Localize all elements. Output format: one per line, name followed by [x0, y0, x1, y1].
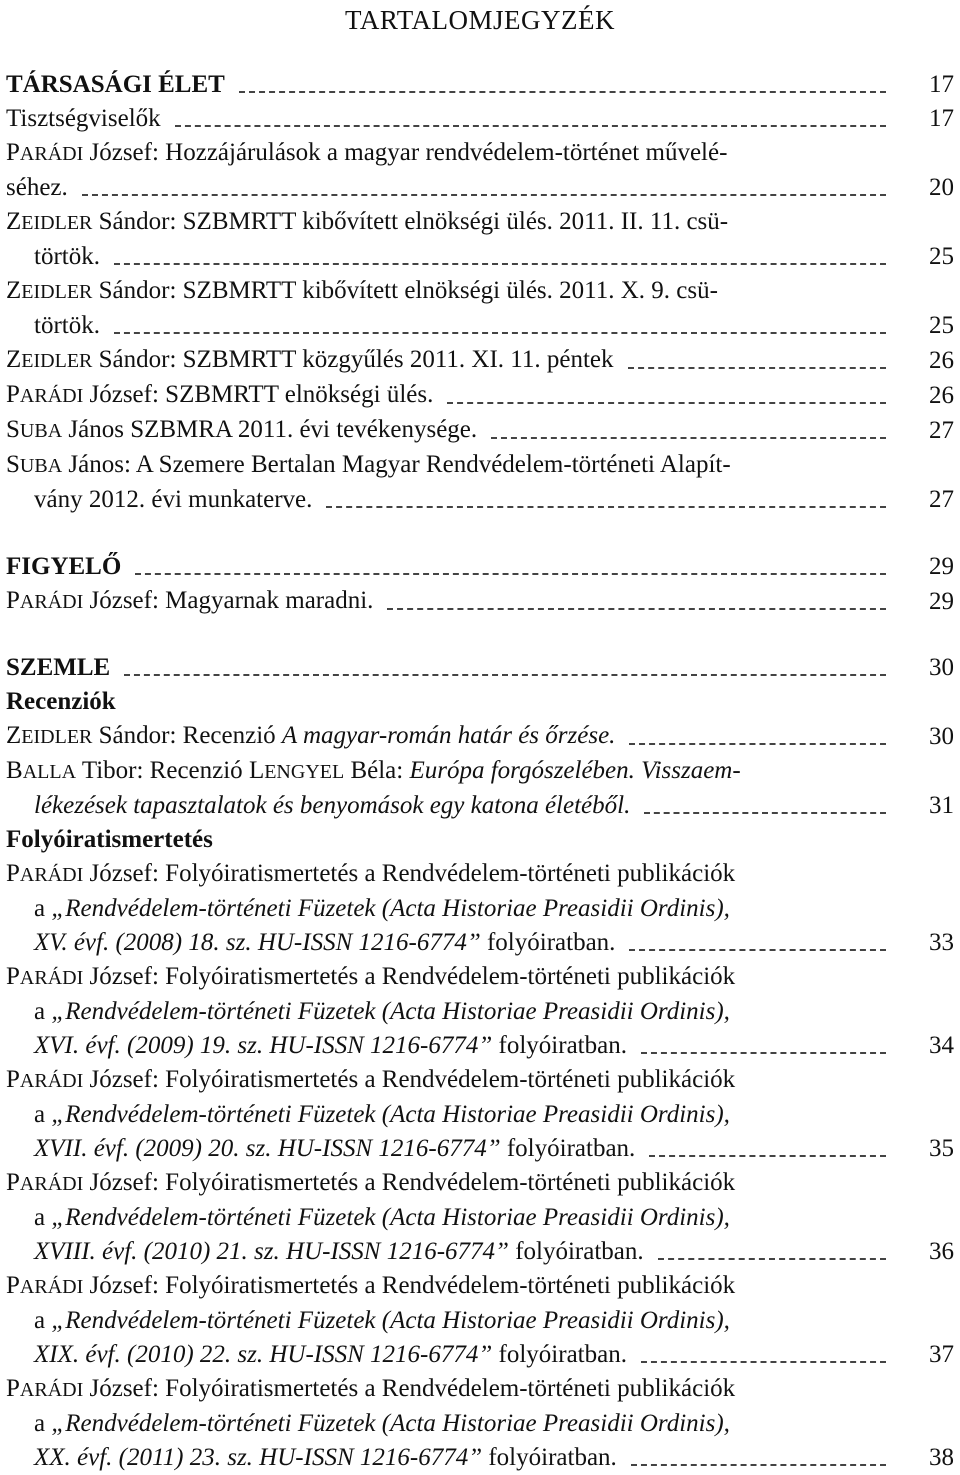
- entry-line: [6, 1098, 892, 1132]
- entry-line: [6, 1166, 892, 1201]
- journal-volume: XIX. évf. (2010) 22. sz. HU-ISSN 1216-6774”: [34, 1341, 493, 1368]
- table-of-contents: [6, 68, 956, 1475]
- page-number: 17: [929, 105, 954, 132]
- entry-title: József: Folyóiratismertetés a Rendvédelem-történeti publikációk: [83, 963, 736, 990]
- toc-entry[interactable]: [6, 584, 956, 619]
- author-initial: P: [6, 1375, 20, 1402]
- entry-line: [6, 136, 892, 171]
- author-surname: ARÁDI: [19, 1070, 84, 1092]
- dot-leader: [649, 1155, 886, 1157]
- entry-line: [6, 995, 892, 1029]
- page-number: 36: [929, 1238, 954, 1265]
- entry-title-cont: a: [34, 895, 52, 922]
- journal-title: „Rendvédelem-történeti Füzetek (Acta Historiae Preasidii Ordinis),: [51, 998, 730, 1025]
- journal-review-list: [6, 857, 956, 1475]
- author-surname: ALLA: [22, 761, 77, 783]
- entry-title: Sándor: SZBMRTT közgyűlés 2011. XI. 11. péntek: [92, 346, 614, 373]
- page-number: 26: [929, 347, 954, 374]
- toc-entry[interactable]: [6, 1166, 956, 1269]
- entry-title: Tisztségviselők: [6, 105, 161, 132]
- entry-line: [6, 1063, 892, 1098]
- dot-leader: [135, 573, 886, 575]
- author-surname: ARÁDI: [19, 1173, 84, 1195]
- entry-title-tail: folyóiratban.: [480, 929, 616, 956]
- entry-title-cont: a: [34, 1307, 52, 1334]
- toc-entry[interactable]: [6, 378, 956, 413]
- page-number: 27: [929, 486, 954, 513]
- journal-volume: XVI. évf. (2009) 19. sz. HU-ISSN 1216-6774”: [34, 1032, 493, 1059]
- author-surname: EIDLER: [21, 281, 93, 303]
- toc-entry[interactable]: [6, 719, 956, 754]
- entry-line: [6, 1269, 892, 1304]
- dot-leader: [114, 263, 886, 265]
- entry-title: Béla:: [344, 757, 410, 784]
- journal-volume: XVII. évf. (2009) 20. sz. HU-ISSN 1216-6774”: [34, 1135, 501, 1162]
- entry-title: József: Folyóiratismertetés a Rendvédelem-történeti publikációk: [83, 1272, 736, 1299]
- entry-title-cont: törtök.: [34, 312, 100, 339]
- dot-leader: [641, 1361, 886, 1363]
- page-number: 37: [929, 1341, 954, 1368]
- entry-line: [6, 960, 892, 995]
- author-surname: ARÁDI: [19, 967, 84, 989]
- journal-volume: XV. évf. (2008) 18. sz. HU-ISSN 1216-6774”: [34, 929, 481, 956]
- author-initial: P: [6, 860, 20, 887]
- entry-title: József: Folyóiratismertetés a Rendvédelem-történeti publikációk: [83, 860, 736, 887]
- spacer: [6, 619, 956, 651]
- subsection-heading-folyoiratismertetes: Folyóiratismertetés: [6, 826, 213, 853]
- page-number: 25: [929, 243, 954, 270]
- author-surname: ARÁDI: [19, 1276, 84, 1298]
- book-title-cont: lékezések tapasztalatok és benyomások egy katona életéből.: [34, 792, 631, 819]
- section-heading-label: FIGYELŐ: [6, 553, 122, 580]
- entry-title: Sándor: SZBMRTT kibővített elnökségi ülés. 2011. X. 9. csü-: [92, 277, 718, 304]
- section-heading-label: SZEMLE: [6, 654, 111, 681]
- dot-leader: [641, 1052, 886, 1054]
- dot-leader: [326, 506, 886, 508]
- reviewed-author-initial: L: [248, 757, 265, 784]
- entry-title: József: Folyóiratismertetés a Rendvédelem-történeti publikációk: [83, 1066, 736, 1093]
- entry-title: Tibor: Recenzió: [76, 757, 249, 784]
- toc-entry[interactable]: [6, 960, 956, 1063]
- entry-line: [6, 205, 892, 240]
- entry-title: József: Hozzájárulások a magyar rendvédelem-történet művelé-: [83, 139, 728, 166]
- toc-entry[interactable]: [6, 205, 956, 274]
- entry-title: János: A Szemere Bertalan Magyar Rendvédelem-történeti Alapít-: [62, 451, 731, 478]
- spacer: [6, 517, 956, 550]
- toc-entry[interactable]: [6, 136, 956, 205]
- subsection-heading-recenziok: Recenziók: [6, 688, 116, 715]
- journal-volume: XX. évf. (2011) 23. sz. HU-ISSN 1216-6774”: [34, 1444, 483, 1471]
- author-surname: UBA: [19, 420, 63, 442]
- toc-entry[interactable]: [6, 274, 956, 343]
- dot-leader: [629, 949, 886, 951]
- author-initial: Z: [6, 208, 22, 235]
- journal-title: „Rendvédelem-történeti Füzetek (Acta Historiae Preasidii Ordinis),: [51, 1410, 730, 1437]
- dot-leader: [631, 1464, 886, 1466]
- dot-leader: [629, 743, 886, 745]
- dot-leader: [114, 332, 886, 334]
- journal-title: „Rendvédelem-történeti Füzetek (Acta Historiae Preasidii Ordinis),: [51, 1307, 730, 1334]
- page-title: TARTALOMJEGYZÉK: [344, 5, 616, 35]
- author-initial: P: [6, 1066, 20, 1093]
- section-heading-label: TÁRSASÁGI ÉLET: [6, 71, 225, 98]
- toc-entry[interactable]: [6, 754, 956, 823]
- entry-line: [6, 1372, 892, 1407]
- book-title: Európa forgószelében. Visszaem-: [409, 757, 741, 784]
- page-number: 27: [929, 417, 954, 444]
- author-initial: P: [6, 587, 20, 614]
- toc-entry[interactable]: [6, 1269, 956, 1372]
- entry-title: Sándor: Recenzió: [92, 722, 282, 749]
- toc-entry[interactable]: [6, 413, 956, 448]
- entry-title-cont: vány 2012. évi munkaterve.: [34, 486, 313, 513]
- dot-leader: [175, 125, 886, 127]
- page-number: 20: [929, 174, 954, 201]
- author-initial: P: [6, 1272, 20, 1299]
- author-initial: S: [6, 416, 20, 443]
- section-heading-figyelo[interactable]: [6, 550, 956, 584]
- entry-line: [6, 274, 892, 309]
- entry-line: [6, 1407, 892, 1441]
- author-initial: B: [6, 757, 23, 784]
- author-surname: ARÁDI: [19, 591, 84, 613]
- author-initial: Z: [6, 722, 22, 749]
- entry-title-tail: folyóiratban.: [482, 1444, 617, 1471]
- author-initial: P: [6, 381, 20, 408]
- entry-line: [6, 1304, 892, 1338]
- section-heading-szemle[interactable]: [6, 651, 956, 685]
- author-initial: Z: [6, 346, 22, 373]
- dot-leader: [628, 367, 886, 369]
- dot-leader: [387, 608, 886, 610]
- journal-title: „Rendvédelem-történeti Füzetek (Acta Historiae Preasidii Ordinis),: [51, 1204, 730, 1231]
- author-surname: EIDLER: [21, 726, 93, 748]
- page-number: 30: [929, 654, 954, 681]
- author-surname: ARÁDI: [19, 864, 84, 886]
- author-initial: P: [6, 1169, 20, 1196]
- author-surname: EIDLER: [21, 350, 93, 372]
- entry-title-cont: a: [34, 1410, 52, 1437]
- entry-line: [6, 857, 892, 892]
- author-initial: S: [6, 451, 20, 478]
- page-number: 29: [929, 553, 954, 580]
- entry-title-tail: folyóiratban.: [492, 1341, 627, 1368]
- entry-title-tail: folyóiratban.: [508, 1238, 644, 1265]
- author-initial: Z: [6, 277, 22, 304]
- toc-entry[interactable]: [6, 343, 956, 378]
- dot-leader: [82, 194, 886, 196]
- author-initial: P: [6, 963, 20, 990]
- entry-title-cont: séhez.: [6, 174, 68, 201]
- dot-leader: [644, 812, 886, 814]
- toc-entry[interactable]: [6, 448, 956, 517]
- section-heading-tarsasagi-elet[interactable]: [6, 68, 956, 102]
- entry-title-cont: a: [34, 1101, 52, 1128]
- toc-entry[interactable]: [6, 857, 956, 960]
- page-number: 26: [929, 382, 954, 409]
- author-initial: P: [6, 139, 20, 166]
- entry-title: József: Magyarnak maradni.: [83, 587, 374, 614]
- entry-title: Sándor: SZBMRTT kibővített elnökségi ülés. 2011. II. 11. csü-: [92, 208, 729, 235]
- entry-line: [6, 754, 892, 789]
- dot-leader: [658, 1258, 886, 1260]
- page-number: 25: [929, 312, 954, 339]
- entry-title: József: SZBMRTT elnökségi ülés.: [83, 381, 434, 408]
- page-number: 38: [929, 1444, 954, 1471]
- page-number: 34: [929, 1032, 954, 1059]
- author-surname: ARÁDI: [19, 1379, 84, 1401]
- reviewed-author-surname: ENGYEL: [264, 761, 345, 783]
- book-title: A magyar-román határ és őrzése.: [281, 722, 616, 749]
- page-number: 33: [929, 929, 954, 956]
- entry-title-cont: a: [34, 1204, 52, 1231]
- author-surname: UBA: [19, 455, 63, 477]
- page-number: 29: [929, 588, 954, 615]
- author-surname: EIDLER: [21, 212, 93, 234]
- journal-volume: XVIII. évf. (2010) 21. sz. HU-ISSN 1216-6774”: [34, 1238, 509, 1265]
- dot-leader: [124, 674, 886, 676]
- toc-entry[interactable]: [6, 102, 956, 136]
- page-number: 30: [929, 723, 954, 750]
- entry-line: [6, 892, 892, 926]
- dot-leader: [239, 91, 886, 93]
- entry-line: [6, 1201, 892, 1235]
- entry-title-tail: folyóiratban.: [492, 1032, 627, 1059]
- entry-line: [6, 448, 892, 483]
- author-surname: ARÁDI: [19, 143, 84, 165]
- journal-title: „Rendvédelem-történeti Füzetek (Acta Historiae Preasidii Ordinis),: [51, 1101, 730, 1128]
- entry-title-tail: folyóiratban.: [500, 1135, 636, 1162]
- dot-leader: [491, 437, 886, 439]
- author-surname: ARÁDI: [19, 385, 84, 407]
- page-number: 17: [929, 71, 954, 98]
- entry-title-cont: a: [34, 998, 52, 1025]
- toc-entry[interactable]: [6, 1063, 956, 1166]
- entry-title: József: Folyóiratismertetés a Rendvédelem-történeti publikációk: [83, 1169, 736, 1196]
- page-number: 35: [929, 1135, 954, 1162]
- journal-title: „Rendvédelem-történeti Füzetek (Acta Historiae Preasidii Ordinis),: [51, 895, 730, 922]
- entry-title: János SZBMRA 2011. évi tevékenysége.: [62, 416, 478, 443]
- dot-leader: [447, 402, 886, 404]
- toc-entry[interactable]: [6, 1372, 956, 1475]
- entry-title-cont: törtök.: [34, 243, 100, 270]
- entry-title: József: Folyóiratismertetés a Rendvédelem-történeti publikációk: [83, 1375, 736, 1402]
- page-number: 31: [929, 792, 954, 819]
